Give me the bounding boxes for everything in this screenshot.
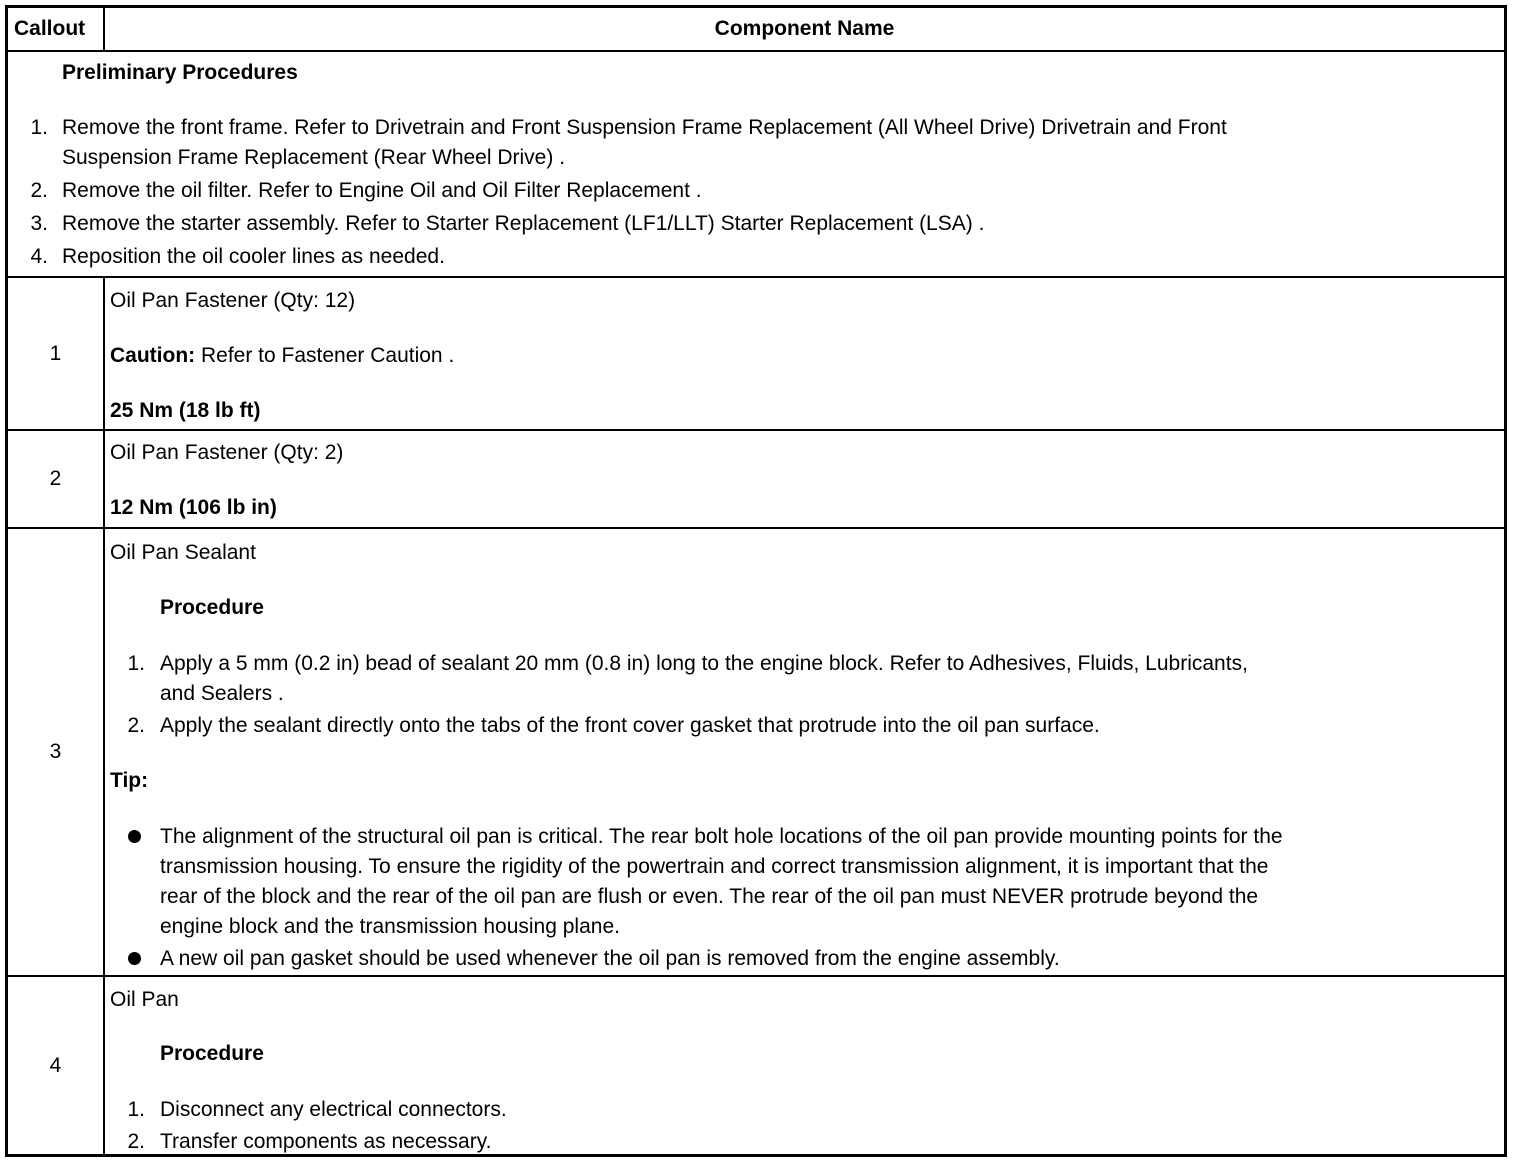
preliminary-step-4-number: 4.: [30, 245, 48, 268]
callout-number: 4: [8, 977, 105, 1154]
preliminary-step-3-number: 3.: [30, 212, 48, 235]
torque-spec: 25 Nm (18 lb ft): [110, 399, 261, 422]
torque-spec: 12 Nm (106 lb in): [110, 496, 277, 519]
preliminary-procedures-row: [8, 50, 1504, 276]
callout-number: 2: [8, 431, 105, 527]
procedure-title: Procedure: [160, 596, 264, 619]
component-name: Oil Pan Sealant: [110, 541, 256, 564]
procedure-step-1-line-1: Apply a 5 mm (0.2 in) bead of sealant 20 mm (0.8 in) long to the engine block. Refer to Adhesives, Fluids, Lubricants,: [160, 652, 1248, 675]
preliminary-procedures-title: Preliminary Procedures: [62, 61, 298, 84]
caution-text: Refer to Fastener Caution .: [195, 344, 455, 367]
procedure-step-2-line-1: Transfer components as necessary.: [160, 1130, 492, 1153]
component-table: [5, 5, 1507, 1157]
procedure-step-2-number: 2.: [127, 1130, 145, 1153]
tip-2-line-1: A new oil pan gasket should be used whenever the oil pan is removed from the engine assembly.: [160, 947, 1060, 970]
tip-1-line-1: The alignment of the structural oil pan is critical. The rear bolt hole locations of the oil pan provide mounting points for the: [160, 825, 1283, 848]
component-cell: [105, 431, 1504, 527]
procedure-title: Procedure: [160, 1042, 264, 1065]
callout-number: 3: [8, 529, 105, 975]
table-row-callout-3: [8, 527, 1504, 975]
procedure-step-2-number: 2.: [127, 714, 145, 737]
procedure-step-1-number: 1.: [127, 652, 145, 675]
caution-note: [110, 341, 454, 371]
preliminary-step-1-line-1: Remove the front frame. Refer to Drivetrain and Front Suspension Frame Replacement (All Wheel Drive) Drivetrain and Front: [62, 116, 1227, 139]
callout-number: 1: [8, 278, 105, 429]
procedure-step-1-line-2: and Sealers .: [160, 682, 284, 705]
component-cell: [105, 977, 1504, 1154]
table-row-callout-2: [8, 429, 1504, 527]
tip-1-line-2: transmission housing. To ensure the rigidity of the powertrain and correct transmission alignment, it is important that the: [160, 855, 1269, 878]
table-row-callout-4: [8, 975, 1504, 1154]
tip-1-line-3: rear of the block and the rear of the oil pan are flush or even. The rear of the oil pan must NEVER protrude beyond the: [160, 885, 1259, 908]
component-name: Oil Pan: [110, 988, 179, 1011]
tip-label: Tip:: [110, 769, 149, 792]
preliminary-step-1-number: 1.: [30, 116, 48, 139]
bullet-icon: [128, 952, 141, 965]
preliminary-step-2-line-1: Remove the oil filter. Refer to Engine Oil and Oil Filter Replacement .: [62, 179, 702, 202]
preliminary-step-2-number: 2.: [30, 179, 48, 202]
component-name: Oil Pan Fastener (Qty: 12): [110, 289, 356, 312]
callout-column-header: Callout: [8, 8, 105, 50]
preliminary-step-1-line-2: Suspension Frame Replacement (Rear Wheel Drive) .: [62, 146, 566, 169]
table-row-callout-1: [8, 276, 1504, 429]
procedure-step-1-number: 1.: [127, 1098, 145, 1121]
procedure-step-2-line-1: Apply the sealant directly onto the tabs of the front cover gasket that protrude into the oil pan surface.: [160, 714, 1100, 737]
procedure-step-1-line-1: Disconnect any electrical connectors.: [160, 1098, 507, 1121]
table-header-row: [8, 8, 1504, 50]
tip-1-line-4: engine block and the transmission housing plane.: [160, 915, 620, 938]
component-name-column-header: Component Name: [714, 17, 895, 40]
bullet-icon: [128, 830, 141, 843]
caution-label: Caution:: [110, 344, 196, 367]
preliminary-step-3-line-1: Remove the starter assembly. Refer to Starter Replacement (LF1/LLT) Starter Replacement (LSA) .: [62, 212, 985, 235]
component-name: Oil Pan Fastener (Qty: 2): [110, 441, 344, 464]
preliminary-step-4-line-1: Reposition the oil cooler lines as needed.: [62, 245, 445, 268]
component-cell: [105, 529, 1504, 975]
component-cell: [105, 278, 1504, 429]
